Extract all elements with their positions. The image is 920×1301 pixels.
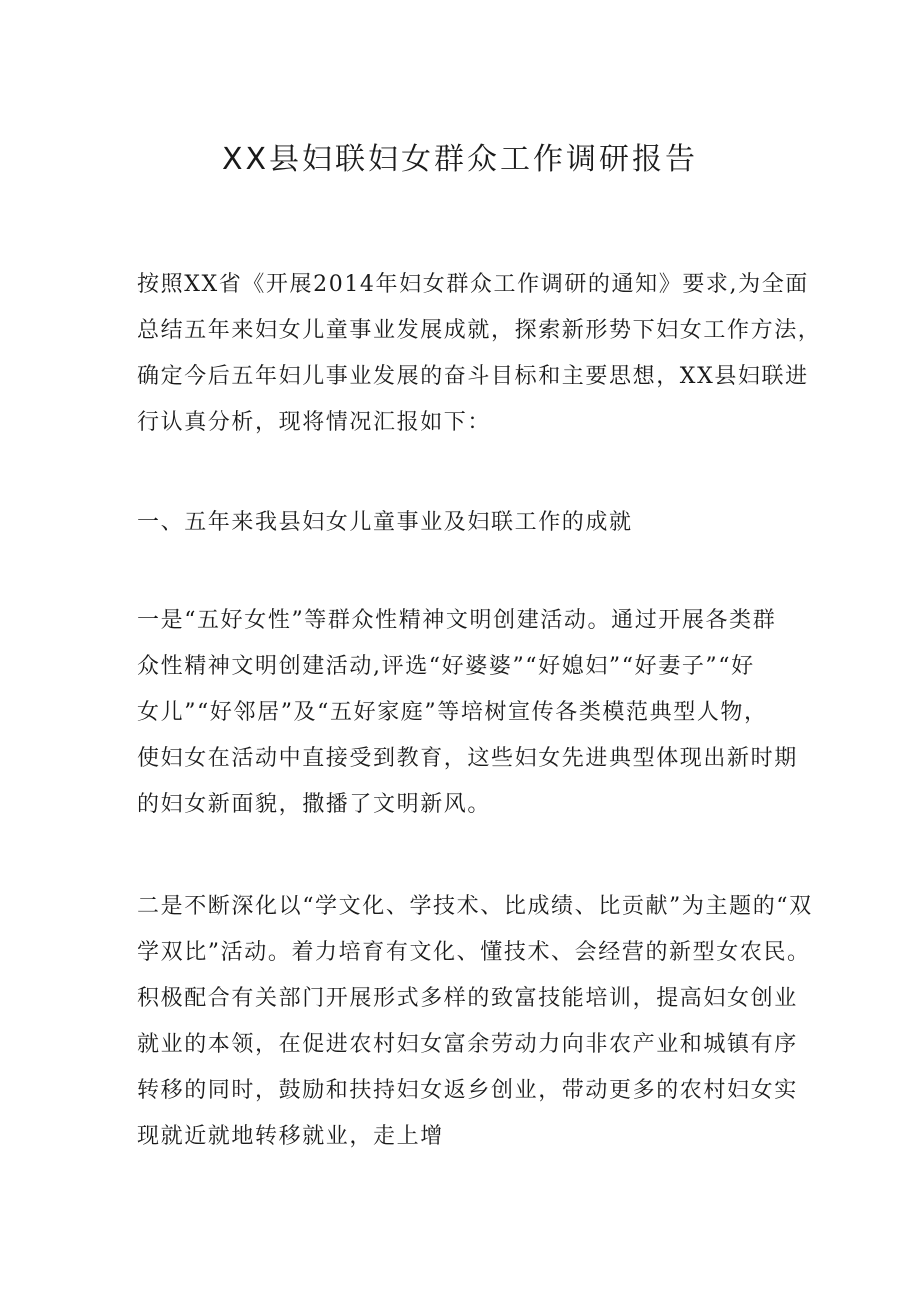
achievement-one-paragraph xyxy=(137,598,817,828)
paragraph-line: 女儿”“好邻居”及“五好家庭”等培树宣传各类模范典型人物， xyxy=(137,700,768,725)
paragraph-line: 众性精神文明创建活动,评选“好婆婆”“好媳妇”“好妻子”“好 xyxy=(137,654,755,679)
paragraph-line: 现就近就地转移就业，走上增 xyxy=(137,1124,444,1149)
paragraph-line: 积极配合有关部门开展形式多样的致富技能培训，提高妇女创业 xyxy=(137,986,798,1011)
achievement-two-paragraph xyxy=(137,884,817,1160)
paragraph-line: 确定今后五年妇儿事业发展的奋斗目标和主要思想，XX县妇联进 xyxy=(137,364,809,389)
paragraph-line: 二是不断深化以“学文化、学技术、比成绩、比贡献”为主题的“双 xyxy=(137,894,813,919)
paragraph-line: 学双比”活动。着力培育有文化、懂技术、会经营的新型女农民。 xyxy=(137,940,811,965)
paragraph-line: 就业的本领，在促进农村妇女富余劳动力向非农产业和城镇有序 xyxy=(137,1032,798,1057)
paragraph-line: 使妇女在活动中直接受到教育，这些妇女先进典型体现出新时期 xyxy=(137,746,798,771)
paragraph-line: 行认真分析，现将情况汇报如下： xyxy=(137,410,492,435)
document-title: XX县妇联妇女群众工作调研报告 xyxy=(221,142,699,177)
paragraph-line: 一是“五好女性”等群众性精神文明创建活动。通过开展各类群 xyxy=(137,608,777,633)
paragraph-line: 总结五年来妇女儿童事业发展成就，探索新形势下妇女工作方法， xyxy=(137,318,822,343)
paragraph-line: 的妇女新面貌，撒播了文明新风。 xyxy=(137,792,492,817)
paragraph-line: 转移的同时，鼓励和扶持妇女返乡创业，带动更多的农村妇女实 xyxy=(137,1078,798,1103)
section-heading-text: 一、五年来我县妇女儿童事业及妇联工作的成就 xyxy=(137,510,633,535)
paragraph-line: 按照XX省《开展2014年妇女群众工作调研的通知》要求,为全面 xyxy=(137,272,809,297)
intro-paragraph xyxy=(137,262,822,446)
section-heading xyxy=(137,500,817,546)
